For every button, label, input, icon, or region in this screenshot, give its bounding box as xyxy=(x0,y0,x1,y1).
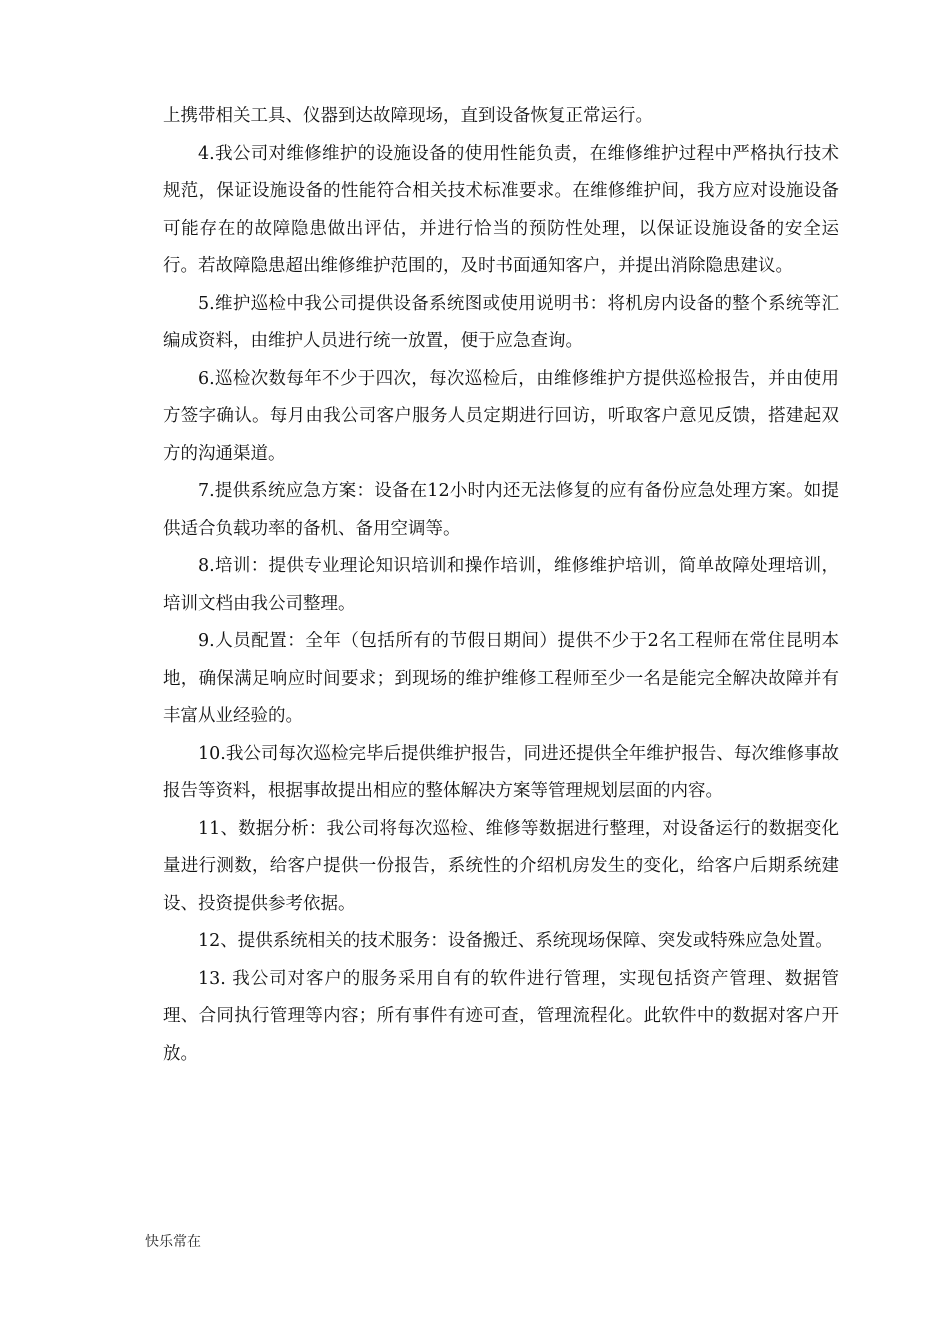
paragraph-item-11: 11、数据分析：我公司将每次巡检、维修等数据进行整理，对设备运行的数据变化量进行测数，给客户提供一份报告，系统性的介绍机房发生的变化，给客户后期系统建设、投资提供参考依据。 xyxy=(163,818,839,914)
paragraph-continuation: 上携带相关工具、仪器到达故障现场，直到设备恢复正常运行。 xyxy=(163,106,653,126)
paragraph-item-9: 9.人员配置：全年（包括所有的节假日期间）提供不少于2名工程师在常住昆明本地，确保满足响应时间要求；到现场的维护维修工程师至少一名是能完全解决故障并有丰富从业经验的。 xyxy=(163,631,839,726)
paragraph-item-12: 12、提供系统相关的技术服务：设备搬迁、系统现场保障、突发或特殊应急处置。 xyxy=(198,931,833,951)
paragraph-item-8: 8.培训：提供专业理论知识培训和操作培训，维修维护培训，简单故障处理培训，培训文档由我公司整理。 xyxy=(163,556,839,614)
paragraph-item-13: 13. 我公司对客户的服务采用自有的软件进行管理，实现包括资产管理、数据管理、合同执行管理等内容；所有事件有迹可查，管理流程化。此软件中的数据对客户开放。 xyxy=(163,968,839,1064)
paragraph-item-6: 6.巡检次数每年不少于四次，每次巡检后，由维修维护方提供巡检报告，并由使用方签字确认。每月由我公司客户服务人员定期进行回访，听取客户意见反馈，搭建起双方的沟通渠道。 xyxy=(163,368,839,464)
page-footer: 快乐常在 xyxy=(145,1234,201,1250)
paragraph-item-4: 4.我公司对维修维护的设施设备的使用性能负责，在维修维护过程中严格执行技术规范，保证设施设备的性能符合相关技术标准要求。在维修维护间，我方应对设施设备可能存在的故障隐患做出评估，并进行恰当的预防性处理，以保证设施设备的安全运行。若故障隐患超出维修维护范围的，及时书面通知客户，并提出消除隐患建议。 xyxy=(163,143,839,276)
paragraph-item-7: 7.提供系统应急方案：设备在12小时内还无法修复的应有备份应急处理方案。如提供适合负载功率的备机、备用空调等。 xyxy=(163,481,839,539)
paragraph-item-5: 5.维护巡检中我公司提供设备系统图或使用说明书：将机房内设备的整个系统等汇编成资料，由维护人员进行统一放置，便于应急查询。 xyxy=(163,293,839,351)
paragraph-item-10: 10.我公司每次巡检完毕后提供维护报告，同进还提供全年维护报告、每次维修事故报告等资料，根据事故提出相应的整体解决方案等管理规划层面的内容。 xyxy=(163,743,839,801)
document-body xyxy=(163,98,839,1073)
